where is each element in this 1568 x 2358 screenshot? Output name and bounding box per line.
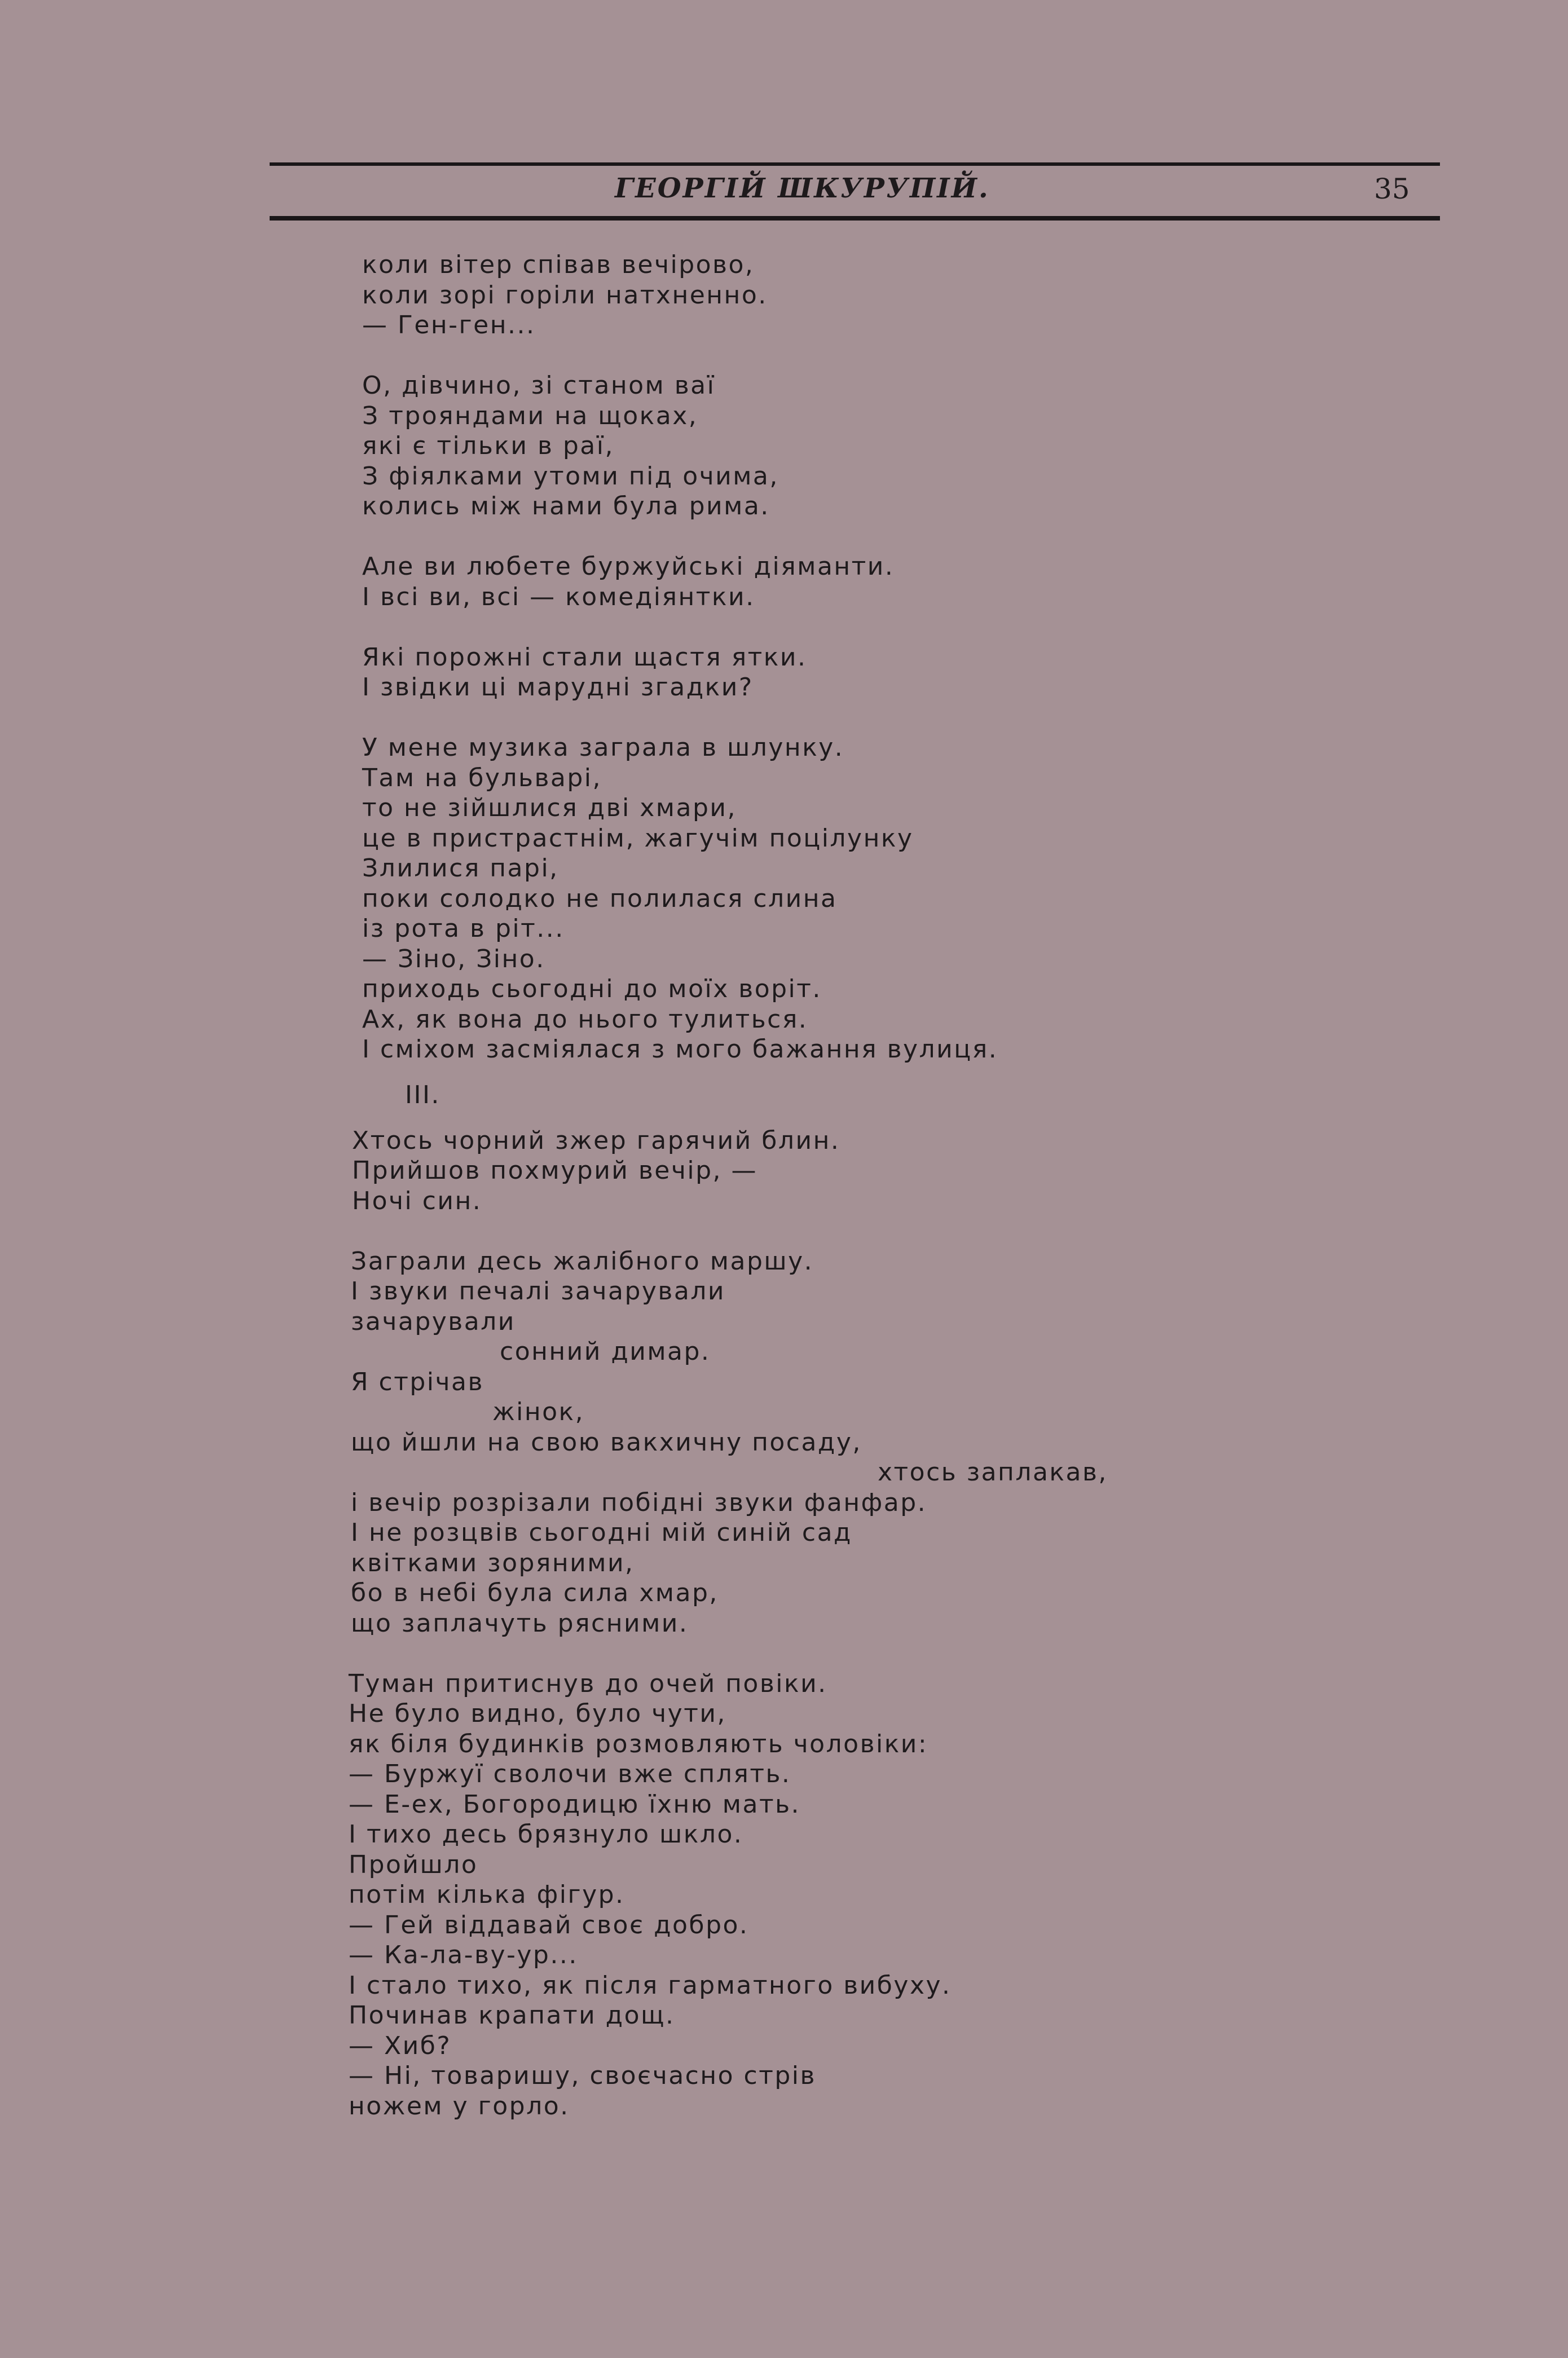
poem-line: поки солодко не полилася слина (362, 884, 838, 913)
poem-line: зачарували (351, 1307, 516, 1336)
poem-line: хтось заплакав, (878, 1458, 1108, 1487)
poem-line: Починав крапати дощ. (349, 2001, 675, 2030)
poem-line: Ах, як вона до нього тулиться. (362, 1004, 808, 1034)
header-rule-top (270, 162, 1440, 166)
stanza-break (349, 341, 1420, 371)
poem-line: Які порожні стали щастя ятки. (362, 642, 807, 672)
poem-line: сонний димар. (500, 1337, 711, 1366)
poem-line: — Е-ех, Богородицю їхню мать. (349, 1790, 800, 1819)
poem-line: З трояндами на щоках, (362, 401, 698, 430)
poem-line: І сміхом засміялася з мого бажання вулиця. (362, 1035, 998, 1064)
poem-line: як біля будинків розмовляють чоловіки: (349, 1729, 928, 1758)
poem-line: потім кілька фігур. (349, 1880, 625, 1909)
poem-line: І всі ви, всі — комедіянтки. (362, 582, 755, 611)
poem-line: коли зорі горіли натхненно. (362, 280, 768, 310)
poem-line: і вечір розрізали побідні звуки фанфар. (351, 1488, 927, 1517)
poem-line: Ночі син. (352, 1186, 482, 1215)
poem-line: приходь сьогодні до моїх воріт. (362, 975, 822, 1003)
poem-line: Хтось чорний зжер гарячий блин. (352, 1126, 840, 1155)
poem-line: І звідки ці марудні згадки? (362, 673, 754, 702)
stanza-break (349, 703, 1420, 733)
header-rule-bottom (270, 216, 1440, 221)
poem-line: що заплачуть рясними. (351, 1608, 689, 1638)
poem-line: Не було видно, було чути, (349, 1699, 726, 1728)
poem-line: — Зіно, Зіно. (362, 944, 545, 973)
poem-line: І тихо десь брязнуло шкло. (349, 1820, 743, 1849)
poem-line: О, дівчино, зі станом ваї (362, 371, 716, 400)
poem-line: — Ка-ла-ву-ур... (349, 1941, 578, 1969)
stanza-break (349, 522, 1420, 552)
poem-line: — Ген-ген... (362, 311, 536, 340)
poem-line: Пройшло (349, 1850, 478, 1879)
poem-line: — Буржуї сволочи вже сплять. (349, 1760, 791, 1788)
poem-line: із рота в ріт... (362, 914, 565, 943)
poem-line: які є тільки в раї, (362, 431, 614, 460)
poem-line: квітками зоряними, (351, 1548, 635, 1577)
stanza-break (349, 1216, 1420, 1246)
poem-body (349, 250, 1420, 2121)
poem-line: Але ви любете буржуйські діяманти. (362, 552, 895, 581)
poem-line: — Ні, товаришу, своєчасно стрів (349, 2061, 816, 2090)
page-number: 35 (1374, 173, 1410, 205)
poem-line: то не зійшлися дві хмари, (362, 794, 737, 822)
poem-line: — Хиб? (349, 2031, 452, 2060)
stanza-break (349, 612, 1420, 642)
poem-line: У мене музика заграла в шлунку. (362, 733, 844, 762)
poem-line: З фіялками утоми під очима, (362, 461, 779, 491)
stanza-break (349, 1638, 1420, 1669)
poem-line: коли вітер співав вечірово, (362, 250, 755, 279)
poem-line: що йшли на свою вакхичну посаду, (351, 1427, 862, 1457)
poem-line: Прийшов похмурий вечір, — (352, 1156, 757, 1185)
poem-line: колись між нами була рима. (362, 492, 770, 521)
poem-line: бо в небі була сила хмар, (351, 1579, 719, 1607)
poem-line: ножем у горло. (349, 2091, 570, 2121)
poem-line: Заграли десь жалібного маршу. (351, 1246, 814, 1276)
poem-line: Я стрічав (351, 1367, 484, 1396)
running-title: ГЕОРГІЙ ШКУРУПІЙ. (615, 173, 990, 204)
poem-line: І звуки печалі зачарували (351, 1277, 726, 1306)
section-number: III. (405, 1080, 441, 1109)
poem-line: Злилися парі, (362, 854, 559, 883)
poem-line: Туман притиснув до очей повіки. (349, 1669, 827, 1698)
poem-line: це в пристрастнім, жагучім поцілунку (362, 823, 914, 853)
poem-line: І не розцвів сьогодні мій синій сад (351, 1518, 852, 1547)
poem-line: Там на бульварі, (362, 763, 602, 792)
poem-line: — Гей віддавай своє добро. (349, 1910, 749, 1940)
poem-line: І стало тихо, як після гарматного вибуху. (349, 1971, 952, 2000)
poem-line: жінок, (492, 1398, 585, 1426)
